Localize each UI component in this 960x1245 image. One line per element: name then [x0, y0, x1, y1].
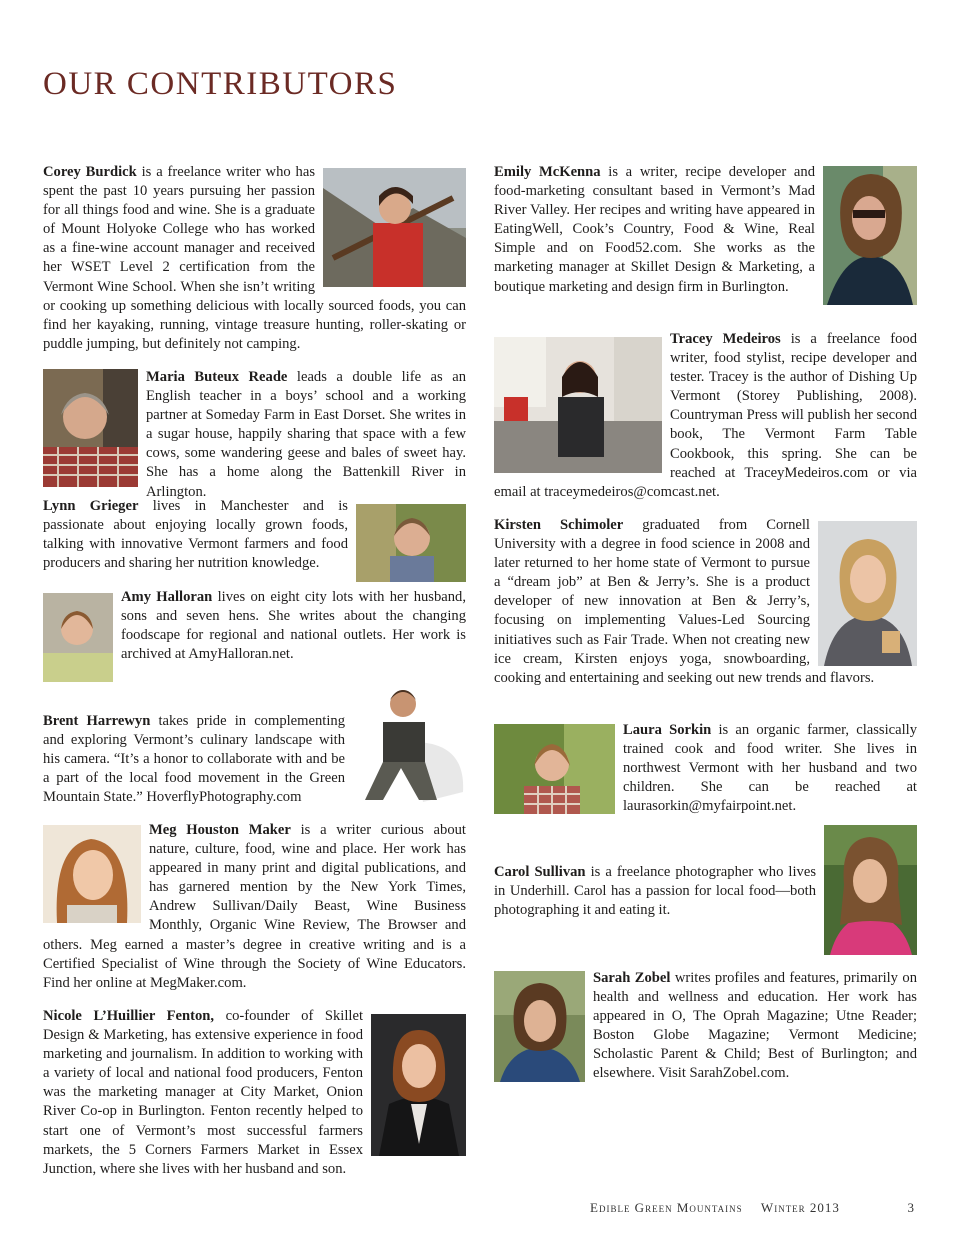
contributor-bio-carol-sullivan: Carol Sullivan is a freelance photographer who lives in Underhill. Carol has a passion for local food—both photographing it and eating it. [494, 825, 917, 955]
contributor-bio-brent-harrewyn: Brent Harrewyn takes pride in complementing and exploring Vermont’s culinary landscape with his camera. “It’s a honor to collaborate with and be a part of the local food movement in the Green Mountain State.” HoverflyPhotography.com [43, 682, 466, 807]
contributor-bio-tracey-medeiros: Tracey Medeiros is a freelance food writer, food stylist, recipe developer and tester. Tracey is the author of Dishing Up Vermont (Storey Publishing, 2008). Countryman Press will publish her second book, The Vermont Farm Table Cookbook, this spring. She can be reached at TraceyMedeiros.com or via email at traceymedeiros@comcast.net. [494, 331, 917, 500]
contributor-photo-laura-sorkin [494, 724, 615, 814]
contributor-photo-amy-halloran [43, 593, 113, 682]
contributor-bio-meg-houston-maker: Meg Houston Maker is a writer curious about nature, culture, food, wine and place. Her work has appeared in many print and digital publications, and has garnered mention by the New York Times, Andrew Sullivan/Daily Beast, Wine Business Monthly, Organic Wine Review, The Browser and others. Meg earned a master’s degree in creative writing and is a Certified Specialist of Wine through the Society of Wine Educators. Find her online at MegMaker.com. [43, 822, 466, 991]
contributor-photo-carol-sullivan [824, 825, 917, 955]
contributor-photo-tracey-medeiros [494, 337, 662, 473]
contributor-photo-brent-harrewyn [353, 682, 466, 804]
contributor-bio-maria-buteux-reade: Maria Buteux Reade leads a double life as an English teacher in a boys’ school and a working partner at Someday Farm in East Dorset. She writes in a sugar house, happily sharing that space with a few cows, some wandering geese and bales of sweet hay. She has a home along the Battenkill River in Arlington. [43, 368, 466, 502]
contributor-bio-emily-mckenna: Emily McKenna is a writer, recipe developer and food-marketing consultant based in Vermont’s Mad River Valley. Her recipes and writing have appeared in EatingWell, Cook’s Country, Food & Wine, Real Simple and on Food52.com. She works as the marketing manager at Skillet Design & Marketing, a boutique marketing and design firm in Burlington. [494, 163, 917, 305]
footer-issue: Winter 2013 [760, 1200, 840, 1215]
contributor-bio-sarah-zobel: Sarah Zobel writes profiles and features, primarily on health and wellness and education. Her work has appeared in O, The Oprah Magazine; Utne Reader; Boston Globe Magazine; Vermont Medicine; Scholastic Parent & Child; Best of Burlington; and elsewhere. Visit SarahZobel.com. [494, 969, 917, 1084]
contributor-photo-meg-houston-maker [43, 825, 141, 923]
contributor-photo-sarah-zobel [494, 971, 585, 1082]
contributor-bio-corey-burdick: Corey Burdick is a freelance writer who has spent the past 10 years pursuing her passion for all things food and wine. She is a graduate of Mount Holyoke College who has worked as a fine-wine account manager and received her WSET Level 2 certification from the Vermont Wine School. When she isn’t writing or cooking up something delicious with locally sourced foods, you can find her kayaking, running, vintage treasure hunting, roller-skating or puddle jumping, but definitely not camping. [43, 164, 466, 352]
contributor-photo-emily-mckenna [823, 166, 917, 305]
page-title: OUR CONTRIBUTORS [43, 66, 398, 102]
contributor-photo-nicole-lhuillier-fenton [371, 1014, 466, 1156]
contributor-photo-maria-buteux-reade [43, 369, 138, 487]
contributor-bio-amy-halloran: Amy Halloran lives on eight city lots with her husband, sons and seven hens. She writes about the changing foodscape for regional and national outlets. Her work is archived at AmyHalloran.net. [43, 588, 466, 682]
contributor-bio-lynn-grieger: Lynn Grieger lives in Manchester and is passionate about enjoying locally grown foods, talking with innovative Vermont farmers and food producers and sharing her nutrition knowledge. [43, 497, 466, 582]
contributor-photo-kirsten-schimoler [818, 521, 917, 666]
contributor-photo-corey-burdick [323, 168, 466, 287]
footer-publication: Edible Green Mountains [590, 1200, 743, 1215]
contributor-bio-laura-sorkin: Laura Sorkin is an organic farmer, classically trained cook and food writer. She lives in northwest Vermont with her husband and two children. She can be reached at laurasorkin@myfairpoint.net. [494, 721, 917, 816]
contributor-bio-nicole-lhuillier-fenton: Nicole L’Huillier Fenton, co-founder of Skillet Design & Marketing, has extensive experience in food marketing and journalism. In addition to working with a variety of local and national food producers, Fenton was the marketing manager at City Market, Onion River Co-op in Burlington. Fenton recently helped to start one of Vermont’s most successful farmers markets, the 5 Corners Farmers Market in Essex Junction, where she lives with her husband and son. [43, 1007, 466, 1179]
contributor-bio-kirsten-schimoler: Kirsten Schimoler graduated from Cornell University with a degree in food science in 2008 and later returned to her home state of Vermont to pursue a “dream job” at Ben & Jerry’s. She is a product developer of new innovation at Ben & Jerry’s, focusing on implementing Values-Led Sourcing initiatives such as Fair Trade. When not creating new ice cream, Kirsten enjoys yoga, snowboarding, cooking and entertaining and seeking out new trends and flavors. [494, 516, 917, 688]
contributor-photo-lynn-grieger [356, 504, 466, 582]
page-footer [590, 1200, 915, 1216]
footer-page-number: 3 [907, 1200, 915, 1215]
